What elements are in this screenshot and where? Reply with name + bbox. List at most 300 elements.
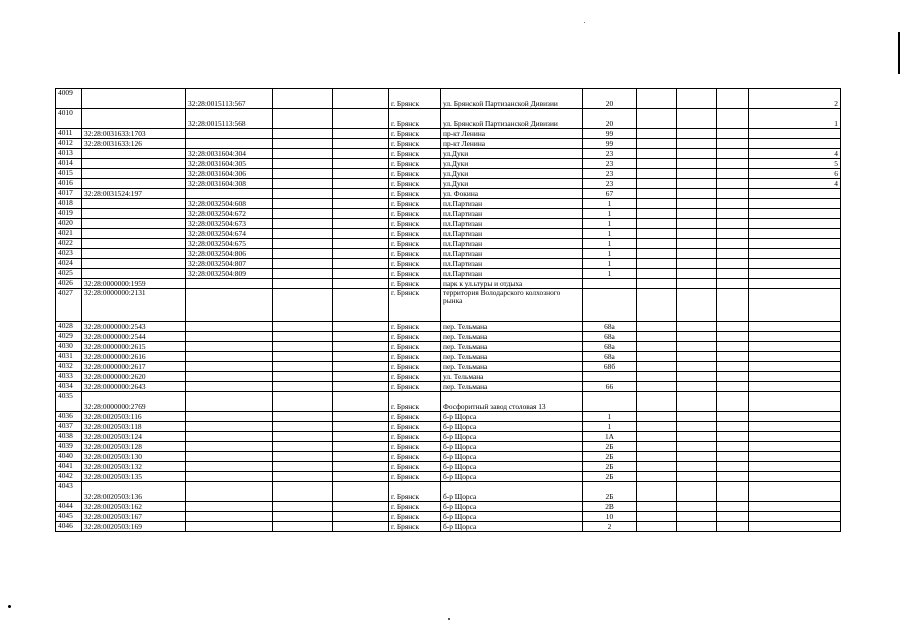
city: г. Брянск [389,422,441,432]
cadastral-number-land [82,89,186,109]
empty-cell [717,189,749,199]
apartment-number [749,289,841,322]
apartment-number [749,482,841,502]
empty-cell [333,502,389,512]
apartment-number [749,502,841,512]
empty-cell [717,442,749,452]
street-address: б-р Щорса [441,452,583,462]
table-row [56,422,841,432]
empty-cell [677,249,717,259]
empty-cell [677,382,717,392]
record-number: 4013 [56,149,82,159]
record-number: 4024 [56,259,82,269]
cadastral-number-land: 32:28:0000000:2544 [82,332,186,342]
empty-cell [717,362,749,372]
city: г. Брянск [389,149,441,159]
empty-cell [717,352,749,362]
street-address: пл.Партизан [441,199,583,209]
cadastral-number-building [186,332,273,342]
empty-cell [677,89,717,109]
empty-cell [637,332,677,342]
empty-cell [677,219,717,229]
empty-cell [333,209,389,219]
table-row [56,322,841,332]
empty-cell [717,342,749,352]
house-number: 23 [583,179,637,189]
empty-cell [717,149,749,159]
empty-cell [717,129,749,139]
table-row [56,259,841,269]
street-address: парк к ул.ьтуры и отдыха [441,279,583,289]
empty-cell [333,149,389,159]
house-number: 23 [583,149,637,159]
empty-cell [677,332,717,342]
house-number: 2В [583,502,637,512]
empty-cell [333,472,389,482]
table-row [56,512,841,522]
cadastral-number-land [82,269,186,279]
empty-cell [637,259,677,269]
empty-cell [677,149,717,159]
empty-cell [333,512,389,522]
record-number: 4021 [56,229,82,239]
city: г. Брянск [389,189,441,199]
empty-cell [677,342,717,352]
cadastral-number-land [82,179,186,189]
table-row [56,502,841,512]
table-row [56,332,841,342]
street-address: б-р Щорса [441,442,583,452]
empty-cell [273,289,333,322]
empty-cell [677,452,717,462]
cadastral-number-land: 32:28:0000000:2131 [82,289,186,322]
record-number: 4037 [56,422,82,432]
empty-cell [273,189,333,199]
empty-cell [677,512,717,522]
house-number [583,289,637,322]
empty-cell [333,189,389,199]
cadastral-number-building: 32:28:0031604:306 [186,169,273,179]
cadastral-number-land [82,229,186,239]
house-number: 10 [583,512,637,522]
cadastral-number-building [186,512,273,522]
record-number: 4044 [56,502,82,512]
street-address: б-р Щорса [441,412,583,422]
house-number: 68а [583,352,637,362]
cadastral-number-land: 32:28:0000000:1959 [82,279,186,289]
empty-cell [333,482,389,502]
cadastral-number-land: 32:28:0000000:2616 [82,352,186,362]
house-number: 2Б [583,472,637,482]
cadastral-number-land: 32:28:0020503:116 [82,412,186,422]
empty-cell [677,482,717,502]
city: г. Брянск [389,482,441,502]
empty-cell [273,219,333,229]
cadastral-number-building: 32:28:0032504:809 [186,269,273,279]
empty-cell [637,149,677,159]
empty-cell [273,352,333,362]
apartment-number: 4 [749,149,841,159]
empty-cell [637,362,677,372]
city: г. Брянск [389,199,441,209]
empty-cell [637,382,677,392]
empty-cell [637,502,677,512]
cadastral-number-building [186,442,273,452]
cadastral-number-building [186,322,273,332]
cadastral-number-land: 32:28:0000000:2543 [82,322,186,332]
street-address: пер. Тельмана [441,322,583,332]
empty-cell [677,139,717,149]
empty-cell [637,279,677,289]
empty-cell [333,342,389,352]
cadastral-number-land: 32:28:0000000:2769 [82,392,186,412]
empty-cell [273,512,333,522]
cadastral-number-land [82,109,186,129]
cadastral-number-building [186,472,273,482]
city: г. Брянск [389,362,441,372]
empty-cell [717,249,749,259]
empty-cell [717,239,749,249]
street-address: б-р Щорса [441,462,583,472]
cadastral-number-land: 32:28:0031633:126 [82,139,186,149]
empty-cell [677,229,717,239]
empty-cell [333,392,389,412]
empty-cell [273,159,333,169]
cadastral-number-land: 32:28:0020503:132 [82,462,186,472]
city: г. Брянск [389,342,441,352]
city: г. Брянск [389,522,441,532]
table-row [56,289,841,322]
city: г. Брянск [389,382,441,392]
apartment-number [749,392,841,412]
apartment-number [749,322,841,332]
record-number: 4019 [56,209,82,219]
table-row [56,149,841,159]
house-number [583,372,637,382]
record-number: 4043 [56,482,82,502]
record-number: 4010 [56,109,82,129]
empty-cell [637,462,677,472]
house-number: 1 [583,209,637,219]
empty-cell [637,432,677,442]
cadastral-number-land: 32:28:0020503:162 [82,502,186,512]
table-row [56,219,841,229]
cadastral-number-land [82,219,186,229]
street-address: ул. Фокина [441,189,583,199]
empty-cell [717,269,749,279]
street-address: Фосфоритный завод столовая 13 [441,392,583,412]
empty-cell [333,259,389,269]
empty-cell [677,169,717,179]
apartment-number [749,219,841,229]
empty-cell [273,259,333,269]
empty-cell [677,289,717,322]
empty-cell [717,289,749,322]
empty-cell [717,462,749,472]
scan-dot [8,605,11,608]
cadastral-number-building [186,362,273,372]
cadastral-number-building: 32:28:0032504:673 [186,219,273,229]
empty-cell [717,199,749,209]
cadastral-number-land: 32:28:0020503:130 [82,452,186,462]
record-number: 4035 [56,392,82,412]
table-row [56,342,841,352]
empty-cell [677,432,717,442]
empty-cell [717,512,749,522]
empty-cell [273,362,333,372]
empty-cell [677,189,717,199]
apartment-number [749,139,841,149]
empty-cell [273,229,333,239]
apartment-number [749,332,841,342]
cadastral-number-land [82,259,186,269]
cadastral-number-building [186,462,273,472]
house-number: 1 [583,239,637,249]
empty-cell [637,249,677,259]
cadastral-number-building: 32:28:0032504:674 [186,229,273,239]
house-number: 68б [583,362,637,372]
empty-cell [637,522,677,532]
street-address: пер. Тельмана [441,352,583,362]
house-number: 99 [583,129,637,139]
city: г. Брянск [389,289,441,322]
cadastral-number-building [186,279,273,289]
empty-cell [717,89,749,109]
record-number: 4030 [56,342,82,352]
record-number: 4031 [56,352,82,362]
house-number [583,279,637,289]
table-row [56,392,841,412]
record-number: 4042 [56,472,82,482]
cadastral-number-land: 32:28:0031633:1703 [82,129,186,139]
record-number: 4036 [56,412,82,422]
house-number: 1 [583,269,637,279]
cadastral-number-building: 32:28:0032504:807 [186,259,273,269]
empty-cell [273,239,333,249]
empty-cell [637,482,677,502]
empty-cell [717,482,749,502]
empty-cell [637,219,677,229]
empty-cell [637,322,677,332]
house-number: 1 [583,259,637,269]
empty-cell [677,442,717,452]
apartment-number [749,249,841,259]
empty-cell [333,362,389,372]
table-row [56,472,841,482]
record-number: 4018 [56,199,82,209]
cadastral-number-land: 32:28:0000000:2620 [82,372,186,382]
empty-cell [717,472,749,482]
table-row [56,432,841,442]
street-address: пл.Партизан [441,249,583,259]
record-number: 4026 [56,279,82,289]
empty-cell [273,412,333,422]
house-number: 99 [583,139,637,149]
empty-cell [717,259,749,269]
cadastral-number-building: 32:28:0015113:567 [186,89,273,109]
street-address: пер. Тельмана [441,332,583,342]
cadastral-number-building [186,422,273,432]
table-row [56,372,841,382]
house-number: 23 [583,169,637,179]
empty-cell [637,229,677,239]
empty-cell [333,179,389,189]
table-row [56,279,841,289]
cadastral-number-building [186,189,273,199]
apartment-number [749,129,841,139]
empty-cell [717,452,749,462]
cadastral-number-land: 32:28:0000000:2617 [82,362,186,372]
apartment-number [749,442,841,452]
street-address: б-р Щорса [441,512,583,522]
empty-cell [637,139,677,149]
street-address: пер. Тельмана [441,362,583,372]
empty-cell [677,259,717,269]
cadastral-number-building: 32:28:0031604:308 [186,179,273,189]
apartment-number [749,259,841,269]
empty-cell [637,179,677,189]
empty-cell [273,269,333,279]
empty-cell [333,442,389,452]
table-row [56,209,841,219]
house-number: 1 [583,219,637,229]
empty-cell [273,422,333,432]
empty-cell [333,322,389,332]
street-address: пр-кт Ленина [441,139,583,149]
empty-cell [717,382,749,392]
cadastral-number-building: 32:28:0031604:304 [186,149,273,159]
city: г. Брянск [389,229,441,239]
cadastral-number-land [82,149,186,159]
apartment-number [749,432,841,442]
empty-cell [717,332,749,342]
table-row [56,522,841,532]
house-number: 1 [583,199,637,209]
city: г. Брянск [389,239,441,249]
city: г. Брянск [389,392,441,412]
house-number: 1 [583,422,637,432]
city: г. Брянск [389,432,441,442]
empty-cell [273,462,333,472]
apartment-number [749,452,841,462]
cadastral-number-building: 32:28:0015113:568 [186,109,273,129]
empty-cell [677,199,717,209]
city: г. Брянск [389,512,441,522]
empty-cell [637,189,677,199]
empty-cell [717,432,749,442]
street-address: ул. Брянской Партизанской Дивизии [441,109,583,129]
apartment-number [749,279,841,289]
apartment-number [749,189,841,199]
city: г. Брянск [389,472,441,482]
empty-cell [677,322,717,332]
empty-cell [637,89,677,109]
record-number: 4034 [56,382,82,392]
record-number: 4032 [56,362,82,372]
empty-cell [637,169,677,179]
cadastral-number-building: 32:28:0032504:675 [186,239,273,249]
record-number: 4011 [56,129,82,139]
table-row [56,129,841,139]
apartment-number [749,412,841,422]
empty-cell [333,219,389,229]
empty-cell [273,139,333,149]
empty-cell [677,502,717,512]
empty-cell [677,179,717,189]
city: г. Брянск [389,442,441,452]
empty-cell [717,522,749,532]
empty-cell [333,452,389,462]
table-row [56,352,841,362]
apartment-number [749,382,841,392]
apartment-number: 1 [749,109,841,129]
house-number: 2Б [583,442,637,452]
street-address: ул.Дуки [441,179,583,189]
house-number: 66 [583,382,637,392]
empty-cell [677,372,717,382]
street-address: пл.Партизан [441,259,583,269]
table-row [56,139,841,149]
table-row [56,239,841,249]
empty-cell [333,249,389,259]
scan-speck-bottom [448,618,450,620]
table-row [56,382,841,392]
street-address: б-р Щорса [441,422,583,432]
house-number: 1 [583,249,637,259]
empty-cell [717,169,749,179]
empty-cell [637,442,677,452]
apartment-number [749,472,841,482]
apartment-number [749,522,841,532]
record-number: 4029 [56,332,82,342]
apartment-number [749,269,841,279]
street-address: пер. Тельмана [441,342,583,352]
record-number: 4017 [56,189,82,199]
city: г. Брянск [389,259,441,269]
cadastral-number-land: 32:28:0020503:169 [82,522,186,532]
empty-cell [717,279,749,289]
empty-cell [677,412,717,422]
empty-cell [717,392,749,412]
cadastral-number-land [82,249,186,259]
record-number: 4015 [56,169,82,179]
apartment-number [749,462,841,472]
empty-cell [333,229,389,239]
city: г. Брянск [389,139,441,149]
apartment-number [749,512,841,522]
table-row [56,159,841,169]
empty-cell [717,209,749,219]
empty-cell [677,129,717,139]
city: г. Брянск [389,322,441,332]
cadastral-number-land: 32:28:0020503:124 [82,432,186,442]
record-number: 4038 [56,432,82,442]
cadastral-number-land: 32:28:0000000:2615 [82,342,186,352]
cadastral-number-land [82,209,186,219]
empty-cell [637,412,677,422]
table-row [56,199,841,209]
street-address: б-р Щорса [441,472,583,482]
street-address: территория Володарского колхозного рынка [441,289,583,322]
empty-cell [717,502,749,512]
empty-cell [273,432,333,442]
house-number: 67 [583,189,637,199]
empty-cell [717,159,749,169]
street-address: б-р Щорса [441,502,583,512]
house-number: 68а [583,332,637,342]
table-row [56,482,841,502]
empty-cell [677,239,717,249]
